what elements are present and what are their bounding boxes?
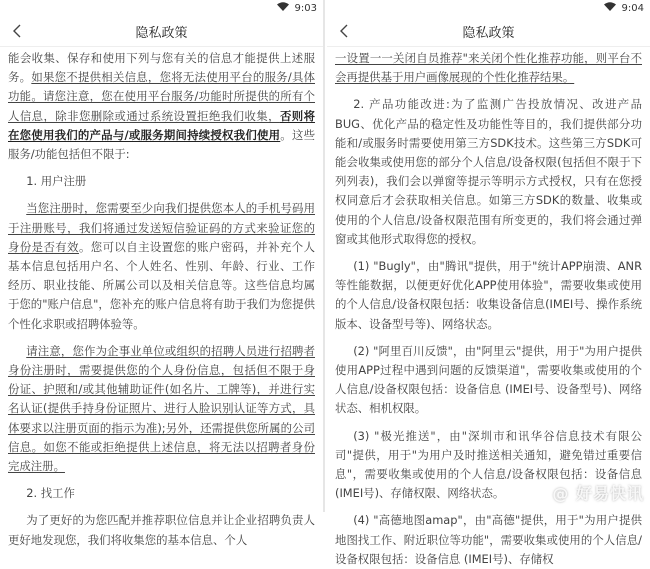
- paragraph: (1) "Bugly"，由"腾讯"提供，用于"统计APP崩溃、ANR等性能数据，以便更好优化APP使用体验"，需要收集或使用的个人信息/设备权限包括：收集设备信息(IMEI号、操作系统版本、设备型号等)、网络状态。: [335, 259, 642, 331]
- divider: [323, 0, 325, 512]
- paragraph: [8, 199, 315, 333]
- back-arrow-icon[interactable]: [8, 22, 24, 40]
- paragraph: [335, 49, 642, 87]
- text: 。您可以自主设置您的账户密码，并补充个人基本信息包括用户名、个人姓名、性别、年龄、行业、工作经历、职业技能、所属公司以及相关信息等。这些信息均属于您的"账户信息"，您补充的账户信息将有助于我们为您提供个性化求职或招聘体验等。: [8, 239, 315, 331]
- status-bar: [0, 0, 323, 16]
- page-title: 隐私政策: [135, 25, 188, 41]
- status-bar: [327, 0, 650, 16]
- text: 。这些服务/功能包括但不限于:: [8, 127, 315, 162]
- title-bar: [327, 16, 650, 47]
- underlined-text: 如果您不提供相关信息，您将无法使用平台的服务/具体功能。请您注意，您在使用平台服务/功能时所提供的所有个人信息，除非您删除或通过系统设置拒绝我们收集，: [8, 70, 315, 123]
- paragraph: (3) "极光推送"，由"深圳市和讯华谷信息技术有限公司"提供，用于"为用户及时推送相关通知，避免错过重要信息"，需要收集或使用的个人信息/设备权限包括：设备信息 (IMEI号)、存储权限、网络状态。: [335, 428, 642, 501]
- paragraph: [8, 49, 315, 164]
- underlined-text: 当您注册时，您需要至少向我们提供您本人的手机号码用于注册账号，我们将通过发送短信验证码的方式来验证您的身份是否有效: [8, 201, 315, 254]
- paragraph: 为了更好的为您匹配并推荐职位信息并让企业招聘负责人更好地发现您，我们将收集您的基本信息、个人: [8, 513, 315, 547]
- policy-content: [0, 47, 323, 550]
- paragraph: (2) "阿里百川反馈"，由"阿里云"提供，用于"为用户提供使用APP过程中遇到问题的反馈渠道"，需要收集或使用的个人信息/设备权限包括：设备信息 (IMEI号、设备型号)、网络状态、相机权限。: [335, 343, 642, 416]
- right-screen: [327, 0, 650, 566]
- left-screen: [0, 0, 323, 547]
- status-time: 9:03: [294, 2, 317, 14]
- wifi-icon: [604, 2, 616, 14]
- back-arrow-icon[interactable]: [335, 22, 351, 40]
- text: 能会收集、保存和使用下列与您有关的信息才能提供上述服务。: [8, 51, 315, 85]
- title-bar: [0, 16, 323, 47]
- wifi-icon: [277, 2, 289, 14]
- bold-underlined-text: 否则将在您使用我们的产品与/或服务期间持续授权我们使用: [8, 108, 315, 142]
- page-title: 隐私政策: [462, 25, 515, 41]
- paragraph: [8, 342, 315, 476]
- section-heading: 2. 找工作: [26, 486, 75, 501]
- section-heading: 1. 用户注册: [26, 174, 87, 189]
- underlined-text: 请注意，您作为企事业单位或组织的招聘人员进行招聘者身份注册时，需要提供您的个人身份信息，包括但不限于身份证、护照和/或其他辅助证件(如名片、工牌等)，并进行实名认证(提供手持身份证照片、进行人脸识别认证等方式，具体要求以注册页面的指示为准);另外，还需提供您所属的公司信息。如您不能或拒绝提供上述信息，将无法以招聘者身份完成注册。: [8, 343, 315, 474]
- status-time: 9:04: [621, 2, 644, 14]
- watermark: @ 好易快讯: [552, 484, 644, 503]
- underlined-text: 一设置一一关闭自员推荐"来关闭个性化推荐功能，则平台不会再提供基于用户画像展现的个性化推荐结果。: [335, 51, 642, 85]
- paragraph: (4) "高德地图amap"，由"高德"提供，用于"为用户提供地图找工作、附近职位等功能"，需要收集或使用的个人信息/设备权限包括：设备信息 (IMEI号)、存储权: [335, 513, 642, 566]
- paragraph: 2. 产品功能改进:为了监测广告投放情况、改进产品BUG、优化产品的稳定性及功能性等目的，我们提供部分功能和/或服务时需要使用第三方SDK技术。这些第三方SDK可能会收集或使用您的部分个人信息/设备权限(包括但不限于下列列表)，我们会以弹窗等提示等明示方式授权，只有在您授权同意后才会获取相关信息。如第三方SDK的数量、收集或使用的个人信息/设备权限范围有所变更的，我们将会通过弹窗或其他形式取得您的授权。: [335, 97, 642, 246]
